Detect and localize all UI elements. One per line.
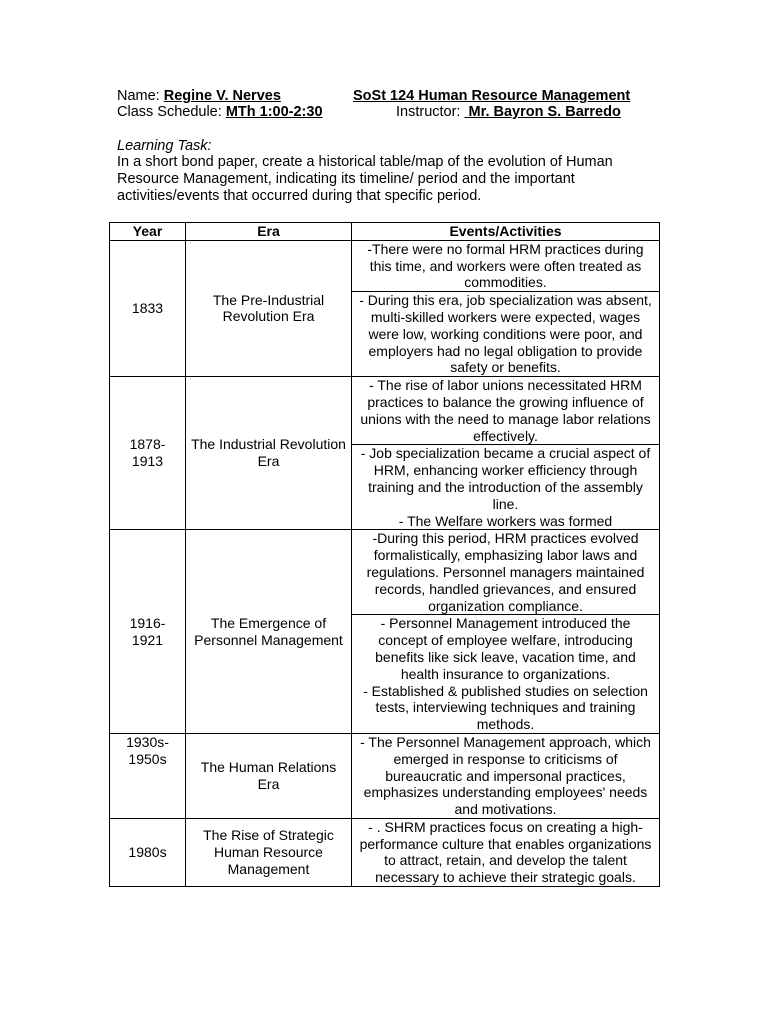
events-cell: - The rise of labor unions necessitated HRM practices to balance the growing influence of unions with the need to manage labor relations effectively. <box>352 377 660 445</box>
learning-task-label: Learning Task: <box>117 138 212 154</box>
table-row <box>110 818 660 886</box>
course-title-text: SoSt 124 Human Resource Management <box>353 88 631 104</box>
header-year: Year <box>110 223 186 241</box>
year-cell: 1930s- 1950s <box>110 733 186 818</box>
events-cell: - Personnel Management introduced the concept of employee welfare, introducing benefits like sick leave, vacation time, and health insurance to organizations. - Established & published studies on selection tests, interviewing techniques and training methods. <box>352 615 660 734</box>
era-cell: The Pre-Industrial Revolution Era <box>186 240 352 376</box>
learning-task-text: In a short bond paper, create a historical table/map of the evolution of Human Resource Management, indicating its timeline/ period and the important activities/events that occurred during that specific period. <box>117 154 613 204</box>
events-cell: - The Personnel Management approach, which emerged in response to criticisms of bureaucratic and impersonal practices, emphasizes understanding employees' needs and motivations. <box>352 733 660 818</box>
header-events: Events/Activities <box>352 223 660 241</box>
events-cell: - . SHRM practices focus on creating a high-performance culture that enables organizations to attract, retain, and develop the talent necessary to achieve their strategic goals. <box>352 818 660 886</box>
instructor-line <box>396 104 621 121</box>
hrm-history-table <box>109 222 660 887</box>
events-cell: -There were no formal HRM practices during this time, and workers were often treated as commodities. <box>352 240 660 291</box>
events-cell: - Job specialization became a crucial aspect of HRM, enhancing worker efficiency through training and the introduction of the assembly line. - The Welfare workers was formed <box>352 445 660 530</box>
name-line <box>117 88 281 105</box>
student-name: Regine V. Nerves <box>163 88 281 104</box>
events-cell: - During this era, job specialization was absent, multi-skilled workers were expected, wages were low, working conditions were poor, and employers had no legal obligation to provide safety or benefits. <box>352 292 660 377</box>
year-cell: 1916- 1921 <box>110 530 186 734</box>
header-era: Era <box>186 223 352 241</box>
course-title <box>353 88 630 105</box>
year-cell: 1878- 1913 <box>110 377 186 530</box>
events-cell: -During this period, HRM practices evolved formalistically, emphasizing labor laws and regulations. Personnel managers maintained records, handled grievances, and ensured organization compliance. <box>352 530 660 615</box>
schedule-line <box>117 104 323 121</box>
table-row <box>110 733 660 818</box>
year-cell: 1833 <box>110 240 186 376</box>
name-label: Name: <box>117 88 164 104</box>
instructor-label: Instructor: <box>396 104 465 120</box>
schedule-value: MTh 1:00-2:30 <box>225 104 323 120</box>
era-cell: The Industrial Revolution Era <box>186 377 352 530</box>
era-cell: The Emergence of Personnel Management <box>186 530 352 734</box>
era-cell: The Rise of Strategic Human Resource Management <box>186 818 352 886</box>
table-header-row <box>110 223 660 241</box>
era-cell: The Human Relations Era <box>186 733 352 818</box>
schedule-label: Class Schedule: <box>117 104 226 120</box>
instructor-name: Mr. Bayron S. Barredo <box>464 104 621 120</box>
table-row <box>110 530 660 615</box>
table-row <box>110 240 660 291</box>
year-cell: 1980s <box>110 818 186 886</box>
table-row <box>110 377 660 445</box>
